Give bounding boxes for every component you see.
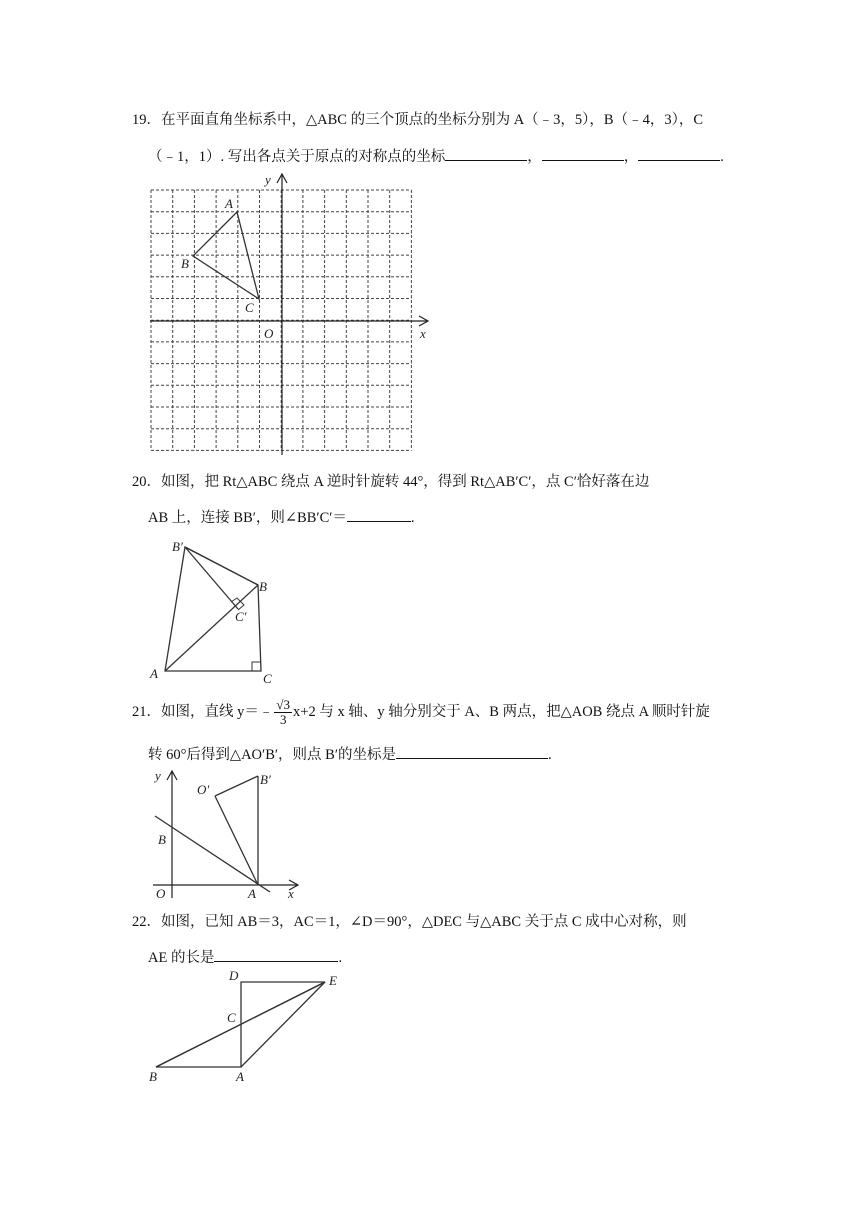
q19-answer-blank-2[interactable] <box>542 146 624 161</box>
label-o: O <box>156 886 166 901</box>
grid-lines <box>151 190 411 450</box>
label-b: B <box>259 579 267 594</box>
q19-answer-blank-3[interactable] <box>638 146 720 161</box>
label-c-prime: C′ <box>235 609 247 624</box>
label-b: B <box>149 1069 157 1084</box>
q21-answer-blank[interactable] <box>396 744 548 759</box>
label-d: D <box>229 968 239 983</box>
q20-text-line2: AB 上，连接 BB′，则∠BB′C′＝ . <box>148 507 415 528</box>
q19-text-line1: 19．在平面直角坐标系中，△ABC 的三个顶点的坐标分别为 A（﹣3，5），B（﹣4，3），C <box>132 112 704 128</box>
label-y: y <box>265 172 271 187</box>
q21-text-line1: 21．如图，直线 y＝﹣ $\frac{√3}{3}$ x+2 与 x 轴、y 轴分别交于 A、B 两点，把△AOB 绕点 A 顺时针旋 <box>132 697 710 727</box>
right-angle-mark-c <box>252 662 261 671</box>
q22-text-line2: AE 的长是 . <box>148 947 342 968</box>
label-c: C <box>227 1010 236 1025</box>
label-x: x <box>420 326 426 341</box>
label-a: A <box>150 666 158 681</box>
q19-answer-blank-1[interactable] <box>445 146 527 161</box>
q21-prompt: 转 60°后得到△AO′B′，则点 B′的坐标是 <box>148 747 396 763</box>
label-a: A <box>248 886 256 901</box>
label-o: O <box>264 326 274 341</box>
label-b: B <box>158 832 166 847</box>
q22-central-symmetry-figure <box>145 968 355 1088</box>
label-c: C <box>245 300 254 315</box>
label-x: x <box>288 886 294 901</box>
segment-o1b1 <box>215 776 258 796</box>
q21-line-rotation-figure <box>145 768 305 903</box>
q22-text-line1: 22．如图，已知 AB＝3，AC＝1，∠D＝90°，△DEC 与△ABC 关于点 C 成中心对称，则 <box>132 914 687 930</box>
segment-ae <box>241 982 325 1067</box>
q19-prompt: （﹣1，1）. 写出各点关于原点的对称点的坐标 <box>148 149 446 165</box>
fraction-sqrt3-over-3: $\frac{√3}{3}$ <box>276 697 291 727</box>
label-a: A <box>236 1069 244 1084</box>
q22-answer-blank[interactable] <box>214 947 338 962</box>
segment-bb1 <box>185 547 258 585</box>
q22-prompt: AE 的长是 <box>148 950 215 966</box>
q20-text-line1: 20．如图，把 Rt△ABC 绕点 A 逆时针旋转 44°，得到 Rt△AB′C′，点 C′恰好落在边 <box>132 474 650 490</box>
quadrilateral-outline <box>165 547 261 671</box>
segment-ab <box>165 585 258 671</box>
label-b: B <box>181 256 189 271</box>
q20-rotation-figure <box>145 535 285 685</box>
label-b-prime: B′ <box>260 772 271 787</box>
q21-text-line2: 转 60°后得到△AO′B′，则点 B′的坐标是 . <box>148 744 552 765</box>
label-o-prime: O′ <box>197 782 210 797</box>
label-b-prime: B′ <box>172 539 183 554</box>
label-c: C <box>263 671 272 686</box>
label-y: y <box>155 768 161 783</box>
q19-coordinate-grid-figure <box>145 170 445 460</box>
label-a: A <box>225 196 233 211</box>
q20-answer-blank[interactable] <box>347 507 411 522</box>
segment-o1a <box>215 796 258 885</box>
segment-b1c1 <box>185 547 238 609</box>
label-e: E <box>329 973 337 988</box>
q20-prompt: AB 上，连接 BB′，则∠BB′C′＝ <box>148 510 347 526</box>
q19-text-line2: （﹣1，1）. 写出各点关于原点的对称点的坐标 ， ， . <box>148 146 724 167</box>
